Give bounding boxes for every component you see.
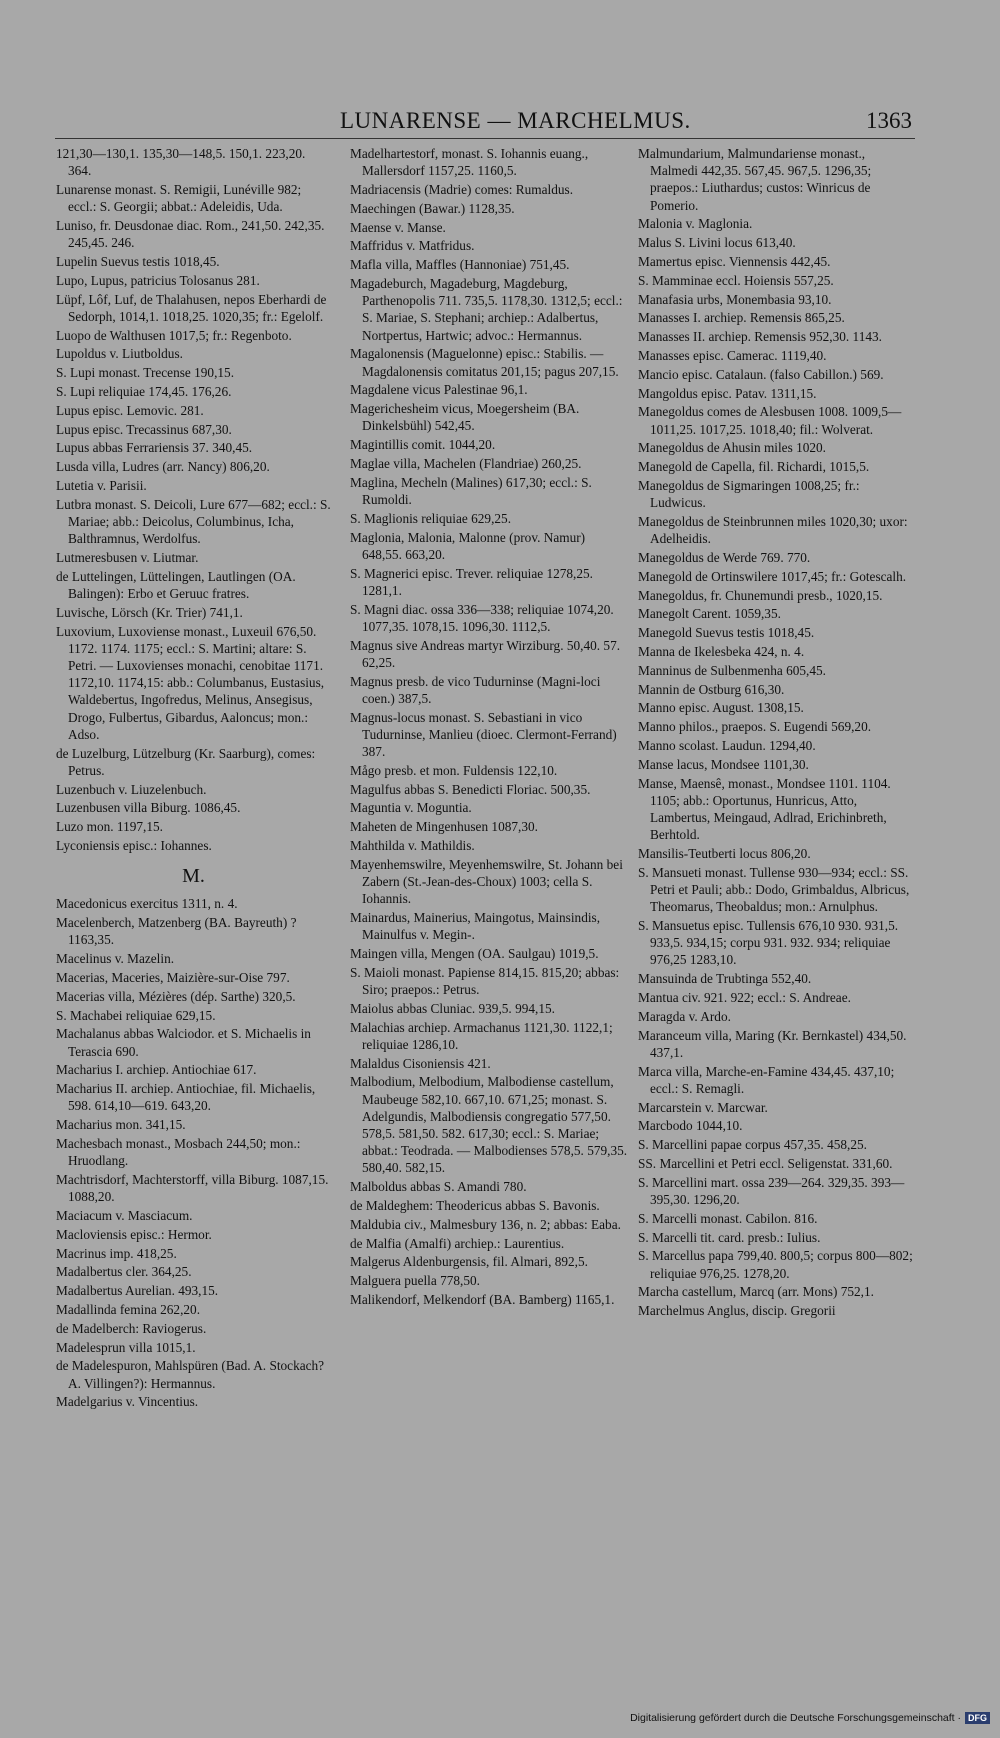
index-entry: Mancio episc. Catalaun. (falso Cabillon.) 569. [638, 366, 884, 382]
index-entry: Lupoldus v. Liutboldus. [56, 346, 183, 362]
index-entry: Manegold de Capella, fil. Richardi, 1015,5. [638, 459, 870, 475]
index-entry: Madallinda femina 262,20. [56, 1301, 201, 1317]
index-entry: Marchelmus Anglus, discip. Gregorii [638, 1303, 836, 1319]
index-entry: Mansuinda de Trubtinga 552,40. [638, 971, 812, 987]
index-entry: Madelgarius v. Vincentius. [56, 1394, 199, 1410]
index-entry: Malonia v. Maglonia. [638, 216, 753, 232]
index-entry: Manno scolast. Laudun. 1294,40. [638, 737, 816, 753]
index-entry: Mantua civ. 921. 922; eccl.: S. Andreae. [638, 989, 851, 1005]
index-entry: Maciacum v. Masciacum. [56, 1207, 193, 1223]
index-entry: Maguntia v. Moguntia. [350, 800, 472, 816]
index-entry: S. Lupi monast. Trecense 190,15. [56, 365, 235, 381]
footer-text: Digitalisierung gefördert durch die Deutsche Forschungsgemeinschaft · [630, 1712, 961, 1724]
index-entry: de Malfia (Amalfi) archiep.: Laurentius. [350, 1235, 565, 1251]
index-entry: Manegold de Ortinswilere 1017,45; fr.: Gotescalh. [638, 568, 907, 584]
index-entry: Malbodium, Melbodium, Malbodiense castellum, Maubeuge 582,10. 667,10. 671,25; monast. S. Adelgundis, Malbodiensis congregatio 577,50. 578,5. 581,50. 582. 617,30; eccl.: S. Mariae; abbat.: Teodrada. — Malbodienses 578,5. 579,35. 580,40. 582,15. [350, 1074, 628, 1176]
index-entry: Malmundarium, Malmundariense monast., Malmedi 442,35. 567,45. 967,5. 1296,35; praepos.: Liuthardus; custos: Winricus de Pomerio. [638, 146, 872, 213]
footer-credit [630, 1712, 990, 1724]
index-entry: Maglonia, Malonia, Malonne (prov. Namur) 648,55. 663,20. [350, 529, 586, 562]
index-entry: Madelhartestorf, monast. S. Iohannis euang., Mallersdorf 1157,25. 1160,5. [350, 146, 589, 179]
index-entry: Luzenbusen villa Biburg. 1086,45. [56, 800, 241, 816]
index-entry: Manegoldus de Ahusin miles 1020. [638, 440, 826, 456]
index-entry: Lutmeresbusen v. Liutmar. [56, 549, 199, 565]
index-entry: Magnus-locus monast. S. Sebastiani in vico Tudurninse, Manlieu (dioec. Clermont-Ferrand) 387. [350, 709, 617, 759]
index-entry: Luniso, fr. Deusdonae diac. Rom., 241,50. 242,35. 245,45. 246. [56, 218, 325, 251]
index-entry: Lupo, Lupus, patricius Tolosanus 281. [56, 272, 260, 288]
index-entry: SS. Marcellini et Petri eccl. Seligenstat. 331,60. [638, 1155, 893, 1171]
index-entry: S. Lupi reliquiae 174,45. 176,26. [56, 383, 232, 399]
index-entry: Manasses I. archiep. Remensis 865,25. [638, 310, 845, 326]
index-entry: Manse lacus, Mondsee 1101,30. [638, 756, 809, 772]
index-entry: Madalbertus Aurelian. 493,15. [56, 1283, 219, 1299]
index-entry: Magdalene vicus Palestinae 96,1. [350, 382, 528, 398]
index-entry: Marcha castellum, Marcq (arr. Mons) 752,1. [638, 1284, 874, 1300]
page-number: 1363 [866, 108, 912, 133]
index-entry: Macharius mon. 341,15. [56, 1117, 186, 1133]
index-entry: Lüpf, Lôf, Luf, de Thalahusen, nepos Eberhardi de Sedorph, 1014,1. 1018,25. 1020,35; fr.: Egelolf. [56, 291, 327, 324]
index-entry: Machesbach monast., Mosbach 244,50; mon.: Hruodlang. [56, 1135, 301, 1169]
index-entry: Manno philos., praepos. S. Eugendi 569,20. [638, 719, 872, 735]
index-entry: S. Marcellus papa 799,40. 800,5; corpus 800—802; reliquiae 976,25. 1278,20. [638, 1248, 913, 1281]
index-entry: Macedonicus exercitus 1311, n. 4. [56, 896, 238, 912]
index-entry: Malgerus Aldenburgensis, fil. Almari, 892,5. [350, 1254, 588, 1270]
index-entry: Mannin de Ostburg 616,30. [638, 681, 785, 697]
index-entry: Mangoldus episc. Patav. 1311,15. [638, 385, 817, 401]
index-entry: Mafla villa, Maffles (Hannoniae) 751,45. [350, 257, 570, 273]
index-entry: Macelenberch, Matzenberg (BA. Bayreuth) ? 1163,35. [56, 915, 297, 948]
index-entry: Magnus presb. de vico Tudurninse (Magni-loci coen.) 387,5. [350, 673, 601, 706]
index-entry: Manegoldus de Steinbrunnen miles 1020,30; uxor: Adelheidis. [638, 513, 908, 547]
index-entry: S. Maioli monast. Papiense 814,15. 815,20; abbas: Siro; praepos.: Petrus. [350, 964, 620, 997]
index-entry: Malaldus Cisoniensis 421. [350, 1055, 491, 1071]
header-rule [55, 138, 915, 139]
index-entry: Manasses II. archiep. Remensis 952,30. 1143. [638, 329, 882, 345]
index-entry: de Madelespuron, Mahlspüren (Bad. A. Stockach? A. Villingen?): Hermannus. [56, 1358, 325, 1391]
index-entry: S. Mamminae eccl. Hoiensis 557,25. [638, 272, 834, 288]
index-entry: Malikendorf, Melkendorf (BA. Bamberg) 1165,1. [350, 1291, 615, 1307]
index-entry: Maffridus v. Matfridus. [350, 238, 475, 254]
index-entry: S. Maglionis reliquiae 629,25. [350, 510, 512, 526]
index-entry: Macrinus imp. 418,25. [56, 1245, 177, 1261]
index-entry: Maiolus abbas Cluniac. 939,5. 994,15. [350, 1000, 555, 1016]
index-entry: Mamertus episc. Viennensis 442,45. [638, 254, 831, 269]
index-entry: Lusda villa, Ludres (arr. Nancy) 806,20. [56, 459, 270, 475]
index-entry: S. Magnerici episc. Trever. reliquiae 1278,25. 1281,1. [350, 565, 593, 598]
index-entry: Maglina, Mecheln (Malines) 617,30; eccl.: S. Rumoldi. [350, 474, 592, 507]
index-column-2 [350, 145, 628, 1310]
index-entry: S. Machabei reliquiae 629,15. [56, 1007, 216, 1023]
index-entry: Magintillis comit. 1044,20. [350, 437, 496, 453]
index-entry: S. Marcellini mart. ossa 239—264. 329,35. 393—395,30. 1296,20. [638, 1174, 905, 1207]
index-entry: Madriacensis (Madrie) comes: Rumaldus. [350, 182, 574, 197]
running-title: LUNARENSE — MARCHELMUS. [340, 108, 691, 133]
index-entry: Manna de Ikelesbeka 424, n. 4. [638, 643, 805, 659]
index-entry: Luxovium, Luxoviense monast., Luxeuil 676,50. 1172. 1174. 1175; eccl.: S. Martini; altare: S. Petri. — Luxovienses monachi, cenobitae 1171. 1172,10. 1174,15: abb.: Columbanus, Eustasius, Waldebertus, Ingofredus, Melinus, Ansegisus, Drogo, Fulbertus, Gibardus, Aaloncus; mon.: Adso. [56, 623, 325, 742]
index-entry: Maingen villa, Mengen (OA. Saulgau) 1019,5. [350, 945, 599, 961]
index-entry: S. Mansuetus episc. Tullensis 676,10 930. 931,5. 933,5. 934,15; corpu 931. 932. 934; reliquiae 976,25 1283,10. [638, 917, 899, 968]
index-entry: de Madelberch: Raviogerus. [56, 1320, 207, 1336]
index-entry: Manasses episc. Camerac. 1119,40. [638, 347, 827, 363]
index-entry: Lunarense monast. S. Remigii, Lunéville 982; eccl.: S. Georgii; abbat.: Adeleidis, Uda. [56, 182, 302, 215]
index-entry: Manegoldus de Werde 769. 770. [638, 549, 811, 565]
index-entry: Mansilis-Teutberti locus 806,20. [638, 845, 811, 861]
index-entry: Manegolt Carent. 1059,35. [638, 606, 781, 622]
index-entry: Mågo presb. et mon. Fuldensis 122,10. [350, 762, 558, 778]
index-entry: Luopo de Walthusen 1017,5; fr.: Regenboto. [56, 327, 292, 343]
index-column-1 [56, 145, 331, 1412]
index-entry: S. Marcelli monast. Cabilon. 816. [638, 1210, 818, 1226]
index-entry: Lupus abbas Ferrariensis 37. 340,45. [56, 440, 253, 456]
index-entry: Marcbodo 1044,10. [638, 1118, 743, 1134]
index-entry: Macerias, Maceries, Maizière-sur-Oise 797. [56, 969, 290, 985]
index-entry: Macloviensis episc.: Hermor. [56, 1226, 212, 1242]
index-entry: Mainardus, Mainerius, Maingotus, Mainsindis, Mainulfus v. Megin-. [350, 909, 601, 943]
index-entry: Lutbra monast. S. Deicoli, Lure 677—682; eccl.: S. Mariae; abb.: Deicolus, Columbinus, Icha, Balthramnus, Werdolfus. [56, 496, 331, 547]
index-entry: Lupelin Suevus testis 1018,45. [56, 254, 220, 269]
index-entry: Macerias villa, Mézières (dép. Sarthe) 320,5. [56, 988, 296, 1004]
index-entry: Lutetia v. Parisii. [56, 477, 147, 493]
index-entry: Machalanus abbas Walciodor. et S. Michaelis in Terascia 690. [56, 1026, 311, 1059]
index-entry: Malus S. Livini locus 613,40. [638, 235, 796, 251]
index-entry: Luzenbuch v. Liuzelenbuch. [56, 781, 207, 797]
index-entry: Magadeburch, Magadeburg, Magdeburg, Parthenopolis 711. 735,5. 1178,30. 1312,5; eccl.: S. Mariae, S. Stephani; archiep.: Adalbertus, Nortpertus, Hartwic; advoc.: Hermannus. [350, 275, 623, 343]
index-entry: Manegoldus comes de Alesbusen 1008. 1009,5—1011,25. 1017,25. 1018,40; fil.: Wolverat. [638, 404, 902, 437]
index-entry: Maldubia civ., Malmesbury 136, n. 2; abbas: Eaba. [350, 1216, 621, 1232]
index-entry: Manse, Maensê, monast., Mondsee 1101. 1104. 1105; abb.: Oportunus, Hunricus, Atto, Lambertus, Meingaud, Adlrad, Erichinbreth, Berhtold. [638, 775, 891, 843]
index-entry: S. Marcellini papae corpus 457,35. 458,25. [638, 1137, 867, 1153]
dfg-logo: DFG [965, 1712, 990, 1724]
index-entry: Lyconiensis episc.: Iohannes. [56, 837, 212, 853]
index-entry: de Maldeghem: Theodericus abbas S. Bavonis. [350, 1197, 600, 1213]
index-entry: Maranceum villa, Maring (Kr. Bernkastel) 434,50. 437,1. [638, 1027, 907, 1060]
index-entry: Magalonensis (Maguelonne) episc.: Stabilis. — Magdalonensis comitatus 201,15; pagus 207,15. [350, 346, 619, 379]
index-entry: de Luzelburg, Lützelburg (Kr. Saarburg), comes: Petrus. [56, 745, 316, 778]
index-entry: Lupus episc. Lemovic. 281. [56, 402, 204, 418]
index-entry: Maense v. Manse. [350, 219, 446, 235]
index-entry: Macharius II. archiep. Antiochiae, fil. Michaelis, 598. 614,10—619. 643,20. [56, 1081, 316, 1114]
index-entry: Magerichesheim vicus, Moegersheim (BA. Dinkelsbühl) 542,45. [350, 401, 580, 434]
index-entry: Magnus sive Andreas martyr Wirziburg. 50,40. 57. 62,25. [350, 637, 621, 670]
index-entry: Malguera puella 778,50. [350, 1273, 480, 1289]
index-entry: Luzo mon. 1197,15. [56, 819, 163, 835]
index-entry: Machtrisdorf, Machterstorff, villa Biburg. 1087,15. 1088,20. [56, 1171, 329, 1205]
index-entry: Magulfus abbas S. Benedicti Floriac. 500,35. [350, 781, 591, 797]
index-entry: Mayenhemswilre, Meyenhemswilre, St. Johann bei Zabern (St.-Jean-des-Choux) 1003; cella S. Iohannis. [350, 856, 623, 907]
section-letter: M. [182, 865, 205, 888]
index-entry: S. Mansueti monast. Tullense 930—934; eccl.: SS. Petri et Pauli; abb.: Dodo, Grimbaldus, Albricus, Theomarus, Theobaldus; mon.: Arnulphus. [638, 864, 910, 915]
index-entry: Manegoldus, fr. Chunemundi presb., 1020,15. [638, 587, 883, 603]
index-entry: Manninus de Sulbenmenha 605,45. [638, 662, 826, 678]
index-entry: Luvische, Lörsch (Kr. Trier) 741,1. [56, 604, 243, 620]
index-entry: Marcarstein v. Marcwar. [638, 1099, 768, 1115]
index-entry: Maragda v. Ardo. [638, 1008, 731, 1024]
index-entry: Mahthilda v. Mathildis. [350, 837, 475, 853]
index-entry: S. Magni diac. ossa 336—338; reliquiae 1074,20. 1077,35. 1078,15. 1096,30. 1112,5. [350, 601, 614, 634]
index-entry: Manafasia urbs, Monembasia 93,10. [638, 291, 832, 307]
index-entry: 121,30—130,1. 135,30—148,5. 150,1. 223,20. 364. [56, 146, 306, 179]
index-entry: Maheten de Mingenhusen 1087,30. [350, 819, 538, 835]
index-entry: Manegold Suevus testis 1018,45. [638, 625, 815, 641]
index-entry: Macharius I. archiep. Antiochiae 617. [56, 1062, 257, 1078]
index-entry: S. Marcelli tit. card. presb.: Iulius. [638, 1229, 821, 1245]
index-entry: Maechingen (Bawar.) 1128,35. [350, 200, 515, 216]
index-entry: Maglae villa, Machelen (Flandriae) 260,25. [350, 455, 582, 471]
page-header [0, 108, 1000, 138]
index-entry: Madalbertus cler. 364,25. [56, 1264, 192, 1280]
index-entry: Malachias archiep. Armachanus 1121,30. 1122,1; reliquiae 1286,10. [350, 1019, 613, 1052]
index-entry: Malboldus abbas S. Amandi 780. [350, 1179, 527, 1195]
index-entry: Madelesprun villa 1015,1. [56, 1339, 196, 1355]
index-entry: Macelinus v. Mazelin. [56, 951, 175, 967]
index-entry: Manegoldus de Sigmaringen 1008,25; fr.: Ludwicus. [638, 477, 860, 511]
index-entry: Manno episc. August. 1308,15. [638, 700, 804, 716]
index-entry: Lupus episc. Trecassinus 687,30. [56, 421, 232, 437]
index-entry: de Luttelingen, Lüttelingen, Lautlingen (OA. Balingen): Erbo et Geruuc fratres. [56, 568, 296, 601]
index-entry: Marca villa, Marche-en-Famine 434,45. 437,10; eccl.: S. Remagli. [638, 1063, 895, 1096]
index-column-3 [638, 145, 916, 1321]
